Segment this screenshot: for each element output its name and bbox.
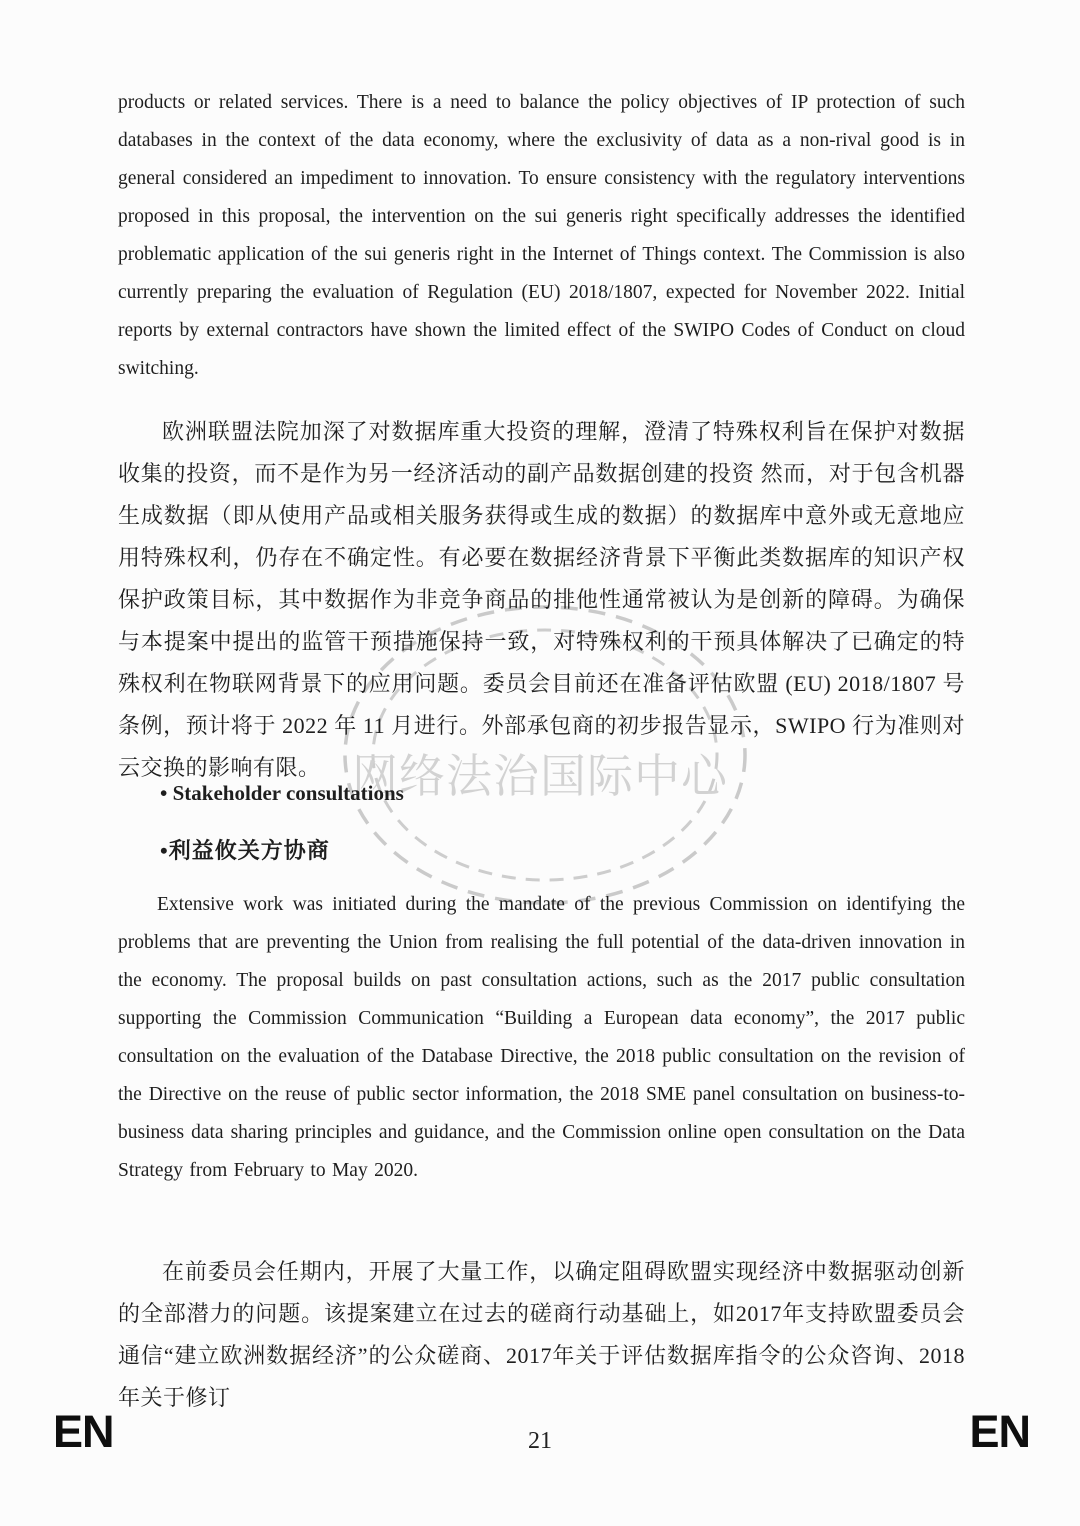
paragraph-zh-databases-sui-generis: 欧洲联盟法院加深了对数据库重大投资的理解，澄清了特殊权利旨在保护对数据收集的投资，而不是作为另一经济活动的副产品数据创建的投资 然而，对于包含机器生成数据（即从使用产品或相关服务获得或生成的数据）的数据库中意外或无意地应用特殊权利，仍存在不确定性。有必要在数据经济背景下平衡此类数据库的知识产权保护政策目标，其中数据作为非竞争商品的排他性通常被认为是创新的障碍。为确保与本提案中提出的监管干预措施保持一致，对特殊权利的干预具体解决了已确定的特殊权利在物联网背景下的应用问题。委员会目前还在准备评估欧盟 (EU) 2018/1807 号条例，预计将于 2022 年 11 月进行。外部承包商的初步报告显示，SWIPO 行为准则对云交换的影响有限。 (118, 419, 965, 780)
paragraph-en-extensive-work: Extensive work was initiated during the mandate of the previous Commission on identifying the problems that are preventing the Union from realising the full potential of the data-driven innovation in the economy. The proposal builds on past consultation actions, such as the 2017 public consultation supporting the Commission Communication “Building a European data economy”, the 2017 public consultation on the evaluation of the Database Directive, the 2018 public consultation on the revision of the Directive on the reuse of public sector information, the 2018 SME panel consultation on business-to-business data sharing principles and guidance, and the Commission online open consultation on the Data Strategy from February to May 2020. (118, 894, 965, 1181)
page-number: 21 (528, 1428, 552, 1454)
heading-stakeholder-consultations-zh: •利益攸关方协商 (160, 838, 330, 863)
paragraph-en-databases-sui-generis: products or related services. There is a need to balance the policy objectives of IP protection of such databases in the context of the data economy, where the exclusivity of data as a non-rival good is in general considered an impediment to innovation. To ensure consistency with the regulatory interventions proposed in this proposal, the intervention on the sui generis right specifically addresses the identified problematic application of the sui generis right in the Internet of Things context. The Commission is also currently preparing the evaluation of Regulation (EU) 2018/1807, expected for November 2022. Initial reports by external contractors have shown the limited effect of the SWIPO Codes of Conduct on cloud switching. (118, 92, 965, 379)
watermark-text: 网络法治国际中心 (352, 751, 728, 802)
footer-language-code-left: EN (53, 1406, 114, 1457)
heading-stakeholder-consultations-en: • Stakeholder consultations (160, 781, 404, 805)
footer-language-code-right: EN (969, 1406, 1030, 1457)
paragraph-zh-extensive-work: 在前委员会任期内，开展了大量工作，以确定阻碍欧盟实现经济中数据驱动创新的全部潜力的问题。该提案建立在过去的磋商行动基础上，如2017年支持欧盟委员会通信“建立欧洲数据经济”的公众磋商、2017年关于评估数据库指令的公众咨询、2018年关于修订 (118, 1259, 965, 1410)
